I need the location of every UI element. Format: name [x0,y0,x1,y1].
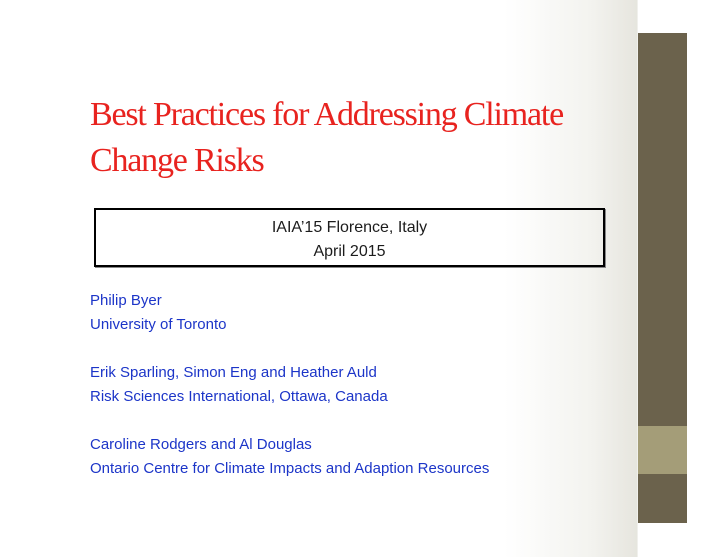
author-name: Caroline Rodgers and Al Douglas [90,436,312,453]
slide-title-line-1: Best Practices for Addressing Climate [90,96,564,133]
event-date: April 2015 [313,243,386,260]
author-affiliation: Ontario Centre for Climate Impacts and Adaption Resources [90,460,490,477]
slide-title [90,92,610,184]
author-name: Philip Byer [90,292,162,309]
decorative-side-bar-accent [638,426,687,474]
author-name: Erik Sparling, Simon Eng and Heather Auld [90,364,377,381]
event-info-box [94,208,605,267]
event-name-location: IAIA’15 Florence, Italy [271,219,428,236]
slide-title-line-2: Change Risks [90,142,264,179]
author-affiliation: Risk Sciences International, Ottawa, Canada [90,388,388,405]
author-list [90,289,630,481]
author-affiliation: University of Toronto [90,316,227,333]
